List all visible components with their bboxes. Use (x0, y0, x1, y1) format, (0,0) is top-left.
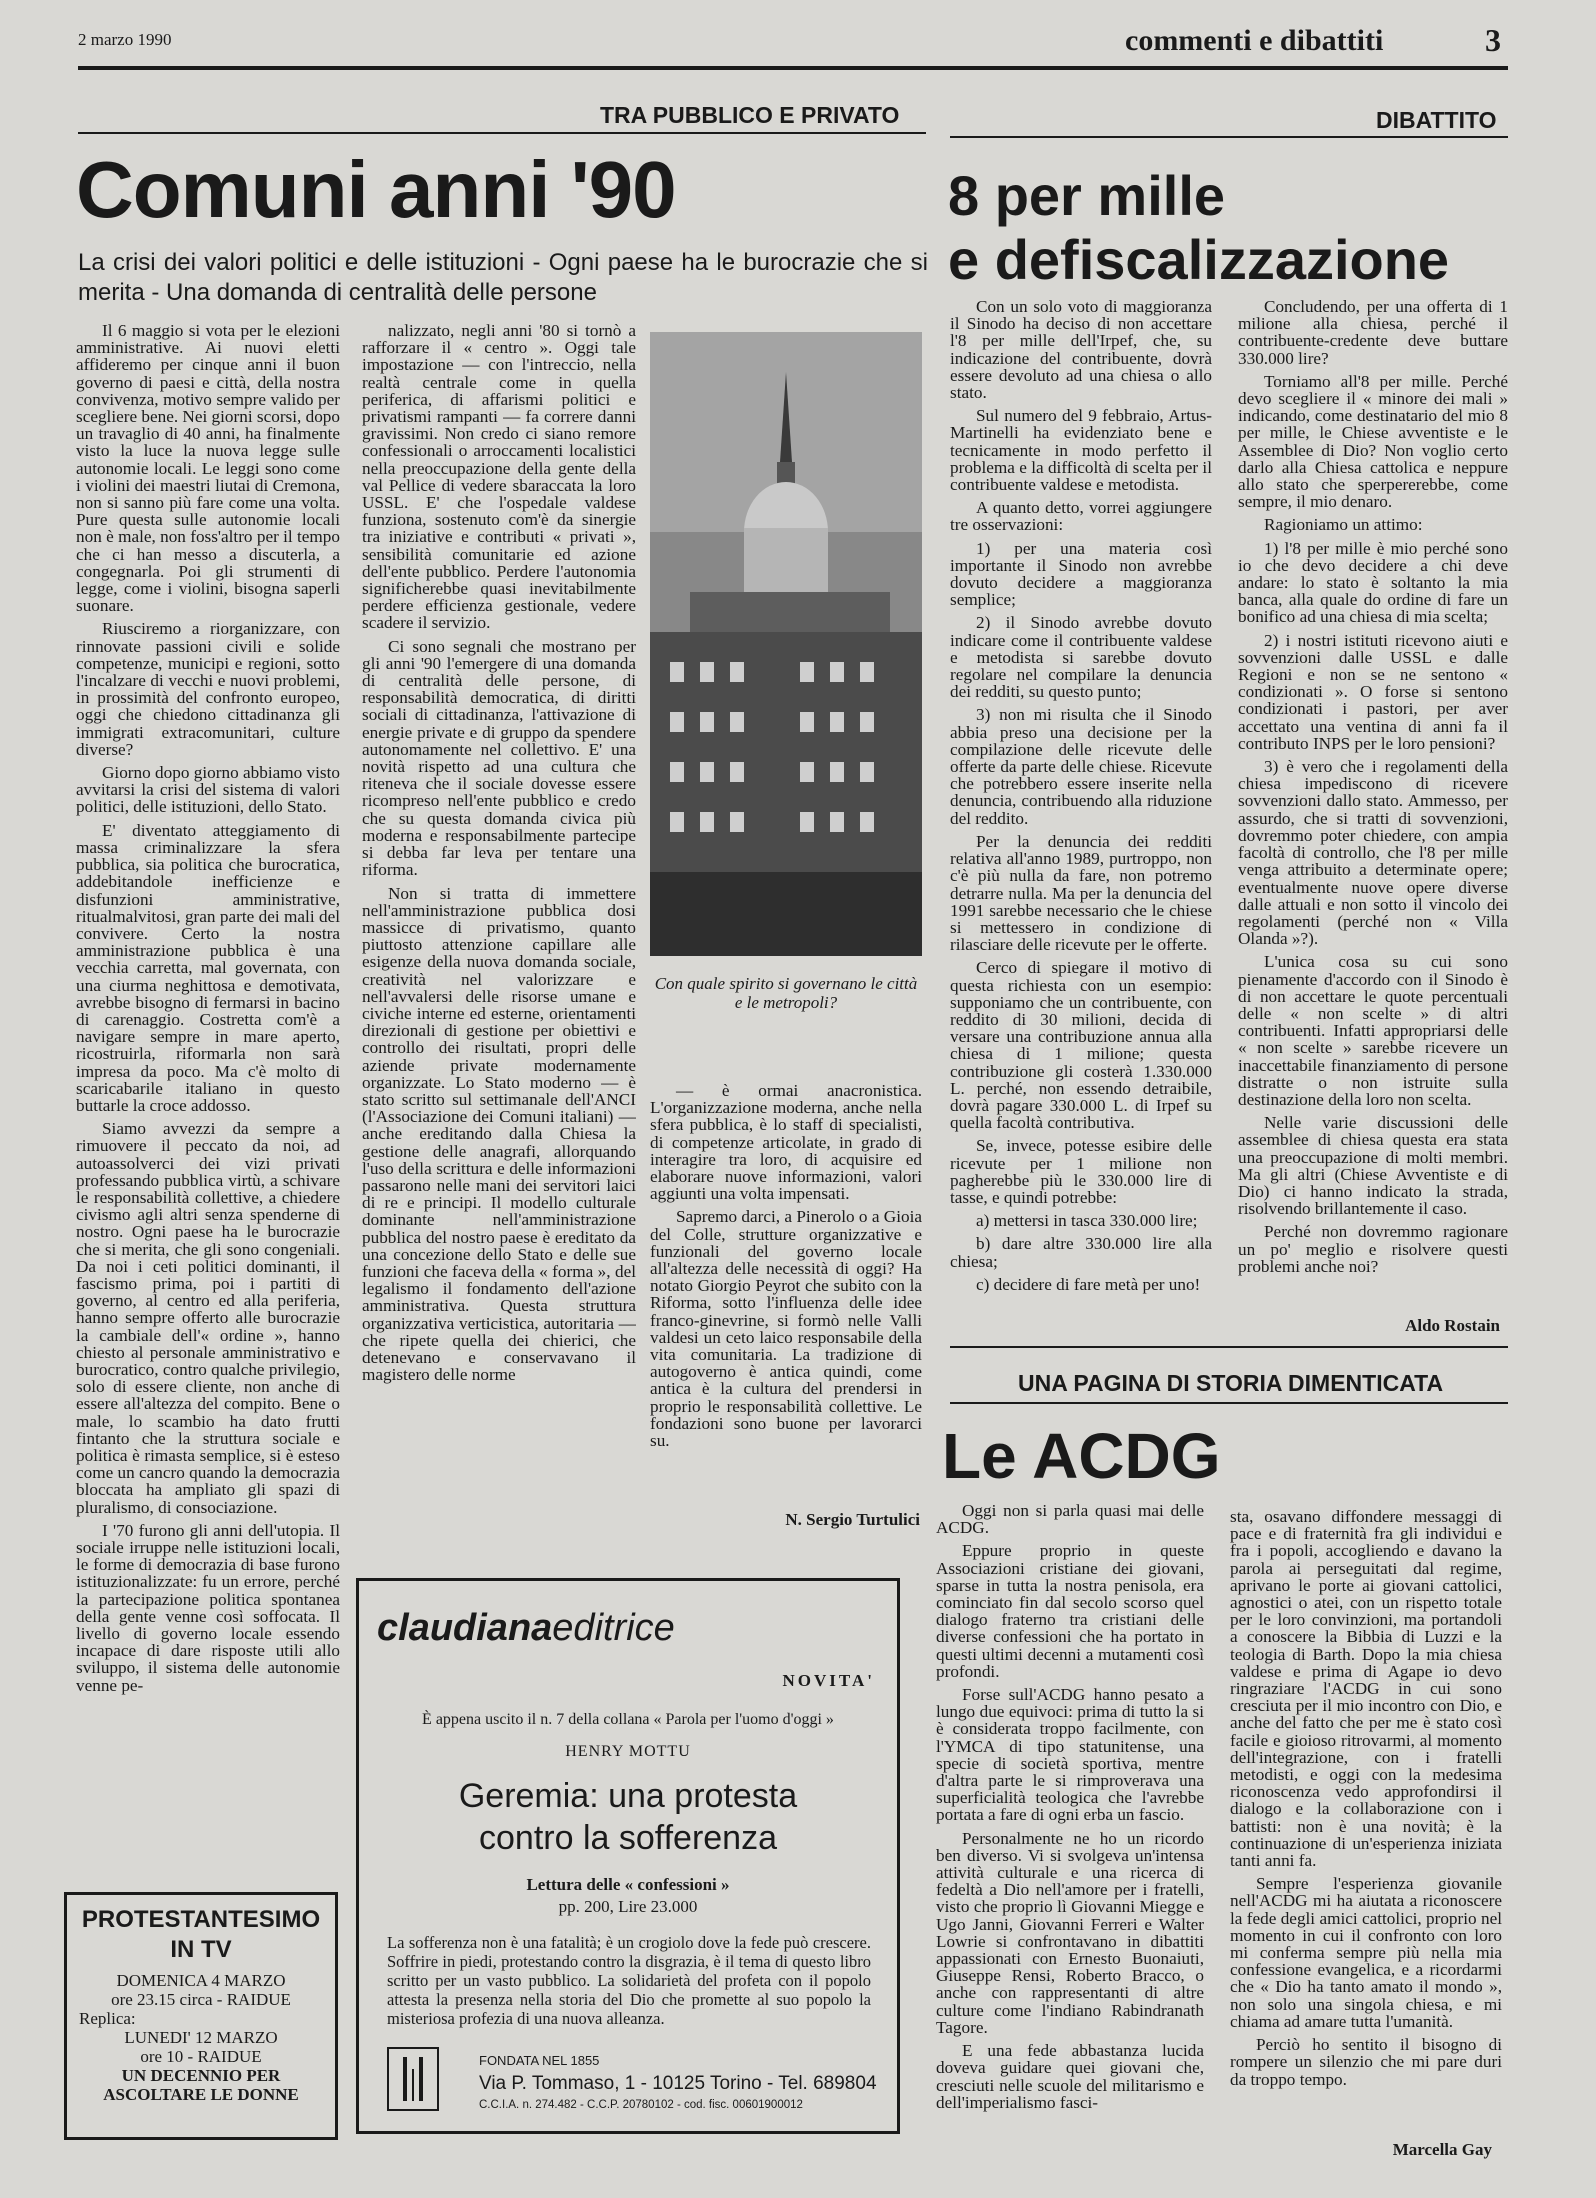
article1-paragraph: nalizzato, negli anni '80 si tornò a rafforzare il « centro ». Oggi tale impostazione — con l'intreccio, nella realtà centrale come in quella periferica, di affarismi politici e privatismi rampanti — fa correre danni gravissimi. Non credo ci siano remore confessionali o arroccamenti localistici nella preoccupazione della gente della val Pellice di vedere sbaraccata la loro USSL. E' che l'ospedale valdese funziona, sostenuto com'è da sinergie tra iniziative e contributi « privati », sensibilità comunitarie ed azione dell'ente pubblico. Perdere l'autonomia significherebbe quasi inevitabilmente perdere efficienza gestionale, vedere scadere il servizio. (362, 322, 636, 633)
tv-box-line: LUNEDI' 12 MARZO (124, 2028, 278, 2047)
tv-box-line: ore 10 - RAIDUE (140, 2047, 262, 2066)
article1-photo-mole-antonelliana (650, 332, 922, 956)
article1-paragraph: Giorno dopo giorno abbiamo visto avvitarsi la crisi del sistema di valori politici, delle istituzioni, dello Stato. (76, 763, 340, 817)
article3-title: Le ACDG (942, 1420, 1221, 1492)
article1-author: N. Sergio Turtulici (785, 1510, 920, 1529)
article2-paragraph: Se, invece, potesse esibire delle ricevute per 1 milione non pagherebbe più le 330.000 lire di tasse, e quindi potrebbe: (950, 1136, 1212, 1207)
article1-paragraph: Il 6 maggio si vota per le elezioni amministrative. Ai nuovi eletti affideremo per cinque anni il buon governo di paesi e città, della nostra convivenza, motivo sempre valido per scegliere bene. Nei giorni scorsi, dopo un travaglio di 40 anni, ha finalmente visto la luce la nuova legge sulle autonomie locali. Le leggi sono come i violini dei maestri liutai di Cremona, non si sanno più fare come una volta. Pure questa sulle autonomie locali non è male, non foss'altro per il tempo che ci han messo a discuterla, a congegnarla. Poi gli strumenti di legge, come i violini, bisogna saperli suonare. (76, 322, 340, 616)
article2-column-2 (1238, 298, 1508, 1318)
ad-address: Via P. Tommaso, 1 - 10125 Torino - Tel. 689804 (479, 2073, 877, 2094)
article2-paragraph: Con un solo voto di maggioranza il Sinodo ha deciso di non accettare l'8 per mille dell'Irpef, che, su indicazione del contribuente, dovrà essere devoluto ad una chiesa o allo stato. (950, 298, 1212, 403)
masthead-date: 2 marzo 1990 (78, 30, 172, 49)
photo-illustration (650, 332, 922, 956)
article2-paragraph: 3) non mi risulta che il Sinodo abbia preso una decisione per la compilazione delle ricevute delle offerte da parte delle chiese. Ricevute che potrebbero essere inserite nella denuncia, contribuendo alla riduzione del reddito. (950, 705, 1212, 828)
claudiana-advertisement (356, 1578, 900, 2134)
masthead-section: commenti e dibattiti (1125, 24, 1384, 57)
article2-paragraph: Concludendo, per una offerta di 1 milione alla chiesa, perché il contribuente-credente deve buttare 330.000 lire? (1238, 298, 1508, 368)
article1-subtitle: La crisi dei valori politici e delle istituzioni - Ogni paese ha le burocrazie che si merita - Una domanda di centralità delle persone (78, 249, 928, 306)
article1-paragraph: Sapremo darci, a Pinerolo o a Gioia del Colle, strutture organizzative e funzionali del governo locale all'altezza delle necessità di oggi? Ha notato Giorgio Peyrot che subito con la Riforma, sotto l'influenza delle idee franco-ginevrine, si formò nelle Valli valdesi un ceto laico responsabile della vita comunitaria. La tradizione di autogoverno è antica quindi, come antica è la cultura del prendersi in proprio le responsabilità collettive. Le fondazioni sono buone per lavorarci su. (650, 1207, 922, 1451)
article2-kicker: DIBATTITO (1376, 107, 1497, 133)
article3-column-2 (1230, 1508, 1502, 2138)
tv-box-line: UN DECENNIO PER (121, 2066, 281, 2085)
tv-box-line: ore 23.15 circa - RAIDUE (111, 1990, 291, 2009)
ad-book-author: HENRY MOTTU (565, 1743, 691, 1760)
article1-column-1 (76, 322, 340, 1852)
ad-brand-suffix: editrice (552, 1607, 675, 1649)
ad-registry: C.C.I.A. n. 274.482 - C.C.P. 20780102 - cod. fisc. 00601900012 (479, 2099, 803, 2111)
article3-paragraph: Oggi non si parla quasi mai delle ACDG. (936, 1502, 1204, 1538)
tv-program-box (64, 1892, 338, 2140)
article2-paragraph: Sul numero del 9 febbraio, Artus-Martinelli ha evidenziato bene e tecnicamente in modo perfetto il problema e la difficoltà di scelta per il contribuente valdese e metodista. (950, 406, 1212, 495)
article3-column-1 (936, 1502, 1204, 2162)
article3-paragraph: Sempre l'esperienza giovanile nell'ACDG mi ha aiutata a riconoscere la fede degli amici cattolici, proprio nel momento in cui il confronto con loro mi conferma sempre più nella mia confessione evangelica, e a ricordarmi che « Dio ha tanto amato il mondo », non solo una singola chiesa, e mi chiama ad amare tutta l'umanità. (1230, 1874, 1502, 2031)
claudiana-logo-icon (387, 2047, 439, 2111)
article3-paragraph: Forse sull'ACDG hanno pesato a lungo due equivoci: prima di tutto la si è considerata troppo facilmente, con l'YMCA di tipo statunitense, una specie di società sportiva, mentre d'altra parte le si rimproverava una superficialità teologica che l'avrebbe portata a fare di ogni erba un fascio. (936, 1685, 1204, 1825)
article1-photo-caption: Con quale spirito si governano le città e le metropoli? (654, 974, 918, 1012)
article3-paragraph: Eppure proprio in queste Associazioni cristiane dei giovani, sparse in tutta la nostra penisola, era cominciato fin dal secolo scorso quel dialogo fraterno tra cristiani delle diverse confessioni che ha portato in questi ultimi decenni a mutamenti così profondi. (936, 1541, 1204, 1681)
ad-book-subtitle: Lettura delle « confessioni » (526, 1875, 730, 1894)
ad-blurb: La sofferenza non è una fatalità; è un crogiolo dove la fede può crescere. Soffrire in piedi, protestando contro la disgrazia, è il tema di questo libro scritto per un vasto pubblico. La solidarietà del profeta con il popolo attesta la presenza nella storia del Dio che promette al suo popolo la misteriosa profezia di una nuova alleanza. (387, 1933, 871, 2028)
article2-paragraph: 3) è vero che i regolamenti della chiesa impediscono di ricevere sovvenzioni dallo stato. Ammesso, per assurdo, che si tratti di sovvenzioni, dovremmo poter chiedere, con ampia facoltà di controllo, che l'8 per mille venga attribuito a determinate opere; eventualmente nuove opere diverse dalle attuali e non sotto il vincolo dei regolamenti (perché non « Villa Olanda »?). (1238, 757, 1508, 949)
article1-kicker-rule (78, 132, 926, 134)
article2-paragraph: Nelle varie discussioni delle assemblee di chiesa questa era stata una preoccupazione di molti membri. Ma gli altri (Chiese Avventiste e di Dio) ci hanno indicato la strada, risolvendo brillantemente il caso. (1238, 1113, 1508, 1219)
article1-paragraph: Ci sono segnali che mostrano per gli anni '90 l'emergere di una domanda di centralità delle persone, di responsabilità democratica, di diritti sociali di cittadinanza, l'attivazione di energie private e di gruppo da spendere autonomamente nel collettivo. E' una novità rispetto ad una cultura che riteneva che il sociale dovesse essere ricompreso nell'ente pubblico e credo che su questa domanda civica più moderna e responsabilmente partecipe si debba far leva per tentare una riforma. (362, 636, 636, 880)
article2-paragraph: Torniamo all'8 per mille. Perché devo scegliere il « minore dei mali » indicando, come destinatario del mio 8 per mille, le Chiese avventiste e le Assemblee di Dio? Non voglio certo darlo alla Chiesa cattolica e neppure allo stato che sperpererebbe, come sempre, il mio denaro. (1238, 371, 1508, 512)
ad-book-title: Geremia: una protesta (458, 1777, 798, 1815)
article2-paragraph: a) mettersi in tasca 330.000 lire; (976, 1211, 1198, 1231)
tv-box-line: ASCOLTARE LE DONNE (103, 2085, 299, 2104)
article1-paragraph: Siamo avvezzi da sempre a rimuovere il peccato da noi, ad autoassolverci dei vizi privati professando pubblica virtù, a schivare le responsabilità collettive, a chiedere civismo agli altri senza spenderne di nostro. Ogni paese ha le burocrazie che si merita, che gli sono congeniali. Da noi i ceti politici dominanti, il fascismo prima, poi i partiti di governo, al centro ed alla periferia, hanno sempre offerto alle burocrazie la cambiale dell'« ordine », hanno chiesto al personale amministrativo e burocratico, contro qualche privilegio, solo di essere cliente, non anche di essere all'altezza del compito. Bene o male, lo scambio ha dato frutti fintanto che la struttura sociale e politica è rimasta semplice, si è esteso come un cancro quando la democrazia bloccata ha ampliato gli spazi di pluralismo, di consociazione. (76, 1119, 340, 1517)
ad-book-title: contro la sofferenza (479, 1819, 777, 1857)
article2-paragraph: 1) l'8 per mille è mio perché sono io che devo decidere a chi deve andare: lo stato è soltanto la mia banca, alla quale do ordine di fare un bonifico ad una chiesa di mia scelta; (1238, 538, 1508, 627)
article1-paragraph: — è ormai anacronistica. L'organizzazione moderna, anche nella sfera pubblica, è lo staff di specialisti, di competenze articolate, in grado di interagire tra loro, di acquisire ed elaborare nuove informazioni, valori aggiunti una volta impensati. (650, 1082, 922, 1204)
article1-column-3 (650, 1082, 922, 1522)
article1-paragraph: Non si tratta di immettere nell'amministrazione pubblica dosi massicce di privatismo, quanto piuttosto attenzione capillare alle esigenze della nuova domanda sociale, creatività nel valorizzare e nell'avvalersi delle risorse umane e civiche interne ed esterne, orientamenti direzionali di gestione per obiettivi e controllo dei risultati, propri delle aziende private modernamente organizzate. Lo Stato moderno — è stato scritto sul settimanale dell'ANCI (l'Associazione dei Comuni italiani) — anche ereditando dalla Chiesa la gestione delle anagrafi, allorquando l'uso della scrittura e delle informazioni passarono nelle mani dei servitori laici di re e principi. Il modello culturale dominante nell'amministrazione pubblica del nostro paese è ereditato da una concezione dello Stato e delle sue funzioni che faceva della « forma », del legalismo il fondamento dell'azione amministrativa. Questa struttura organizzativa verticistica, autoritaria — che ripete quella dei chierici, che detenevano e conservavano il magistero delle norme (362, 883, 636, 1385)
article2-paragraph: Per la denuncia dei redditi relativa all'anno 1989, purtroppo, non c'è più nulla da fare, non potremo detrarre nulla. Ma per la denuncia del 1991 sarebbe necessario che le chiese si mettessero in condizione di rilasciare delle ricevute per le offerte. (950, 831, 1212, 955)
article2-title: e defiscalizzazione (948, 228, 1450, 291)
article3-paragraph: sta, osavano diffondere messaggi di pace e di fraternità fra gli individui e fra i popoli, accogliendo e davano la parola ai perseguitati dal regime, aprivano le porte ai giovani cattolici, agnostici o atei, con un rispetto totale per le loro convinzioni, ma portandoli a conoscere la Bibbia di Luzzi e la teologia di Barth. Dopo la mia chiesa valdese e prima di Agape io devo ringraziare l'ACDG in cui sono cresciuta per il mio incontro con Dio, e anche del fatto che per me è stato così facile e gioioso ritrovarmi, al momento dell'integrazione, con i fratelli metodisti, e oggi con la medesima riconoscenza vedo approfondirsi il dialogo e la collaborazione con i battisti: non è una novità; è la continuazione di un'esperienza iniziata tanti anni fa. (1230, 1508, 1502, 1871)
ad-book-details: pp. 200, Lire 23.000 (558, 1897, 698, 1916)
article1-kicker: TRA PUBBLICO E PRIVATO (600, 102, 900, 128)
ad-founded: FONDATA NEL 1855 (479, 2053, 600, 2068)
article2-paragraph: 2) il Sinodo avrebbe dovuto indicare come il contribuente valdese e metodista si sarebbe dovuto regolare nel compilare la denuncia dei redditi, su questo punto; (950, 613, 1212, 702)
article2-paragraph: A quanto detto, vorrei aggiungere tre osservazioni: (950, 498, 1212, 535)
article2-bottom-rule (950, 1346, 1508, 1348)
article1-paragraph: Riusciremo a riorganizzare, con rinnovate passioni civili e solide competenze, municipi e regioni, sotto l'incalzare di vecchi e nuovi problemi, in prossimità del confronto europeo, oggi che chiedono cittadinanza gli immigrati extracomunitari, culture diverse? (76, 619, 340, 759)
article2-paragraph: b) dare altre 330.000 lire alla chiesa; (950, 1234, 1212, 1271)
tv-box-replica: Replica: (79, 2009, 136, 2028)
article3-paragraph: Personalmente ne ho un ricordo ben diverso. Vi si svolgeva un'intensa attività culturale e una ricerca di fedeltà a Dio nell'amore per i fratelli, visto che proprio lì Giovanni Miegge e Ugo Janni, Giovanni Ferreri e Walter Lowrie si confrontavano in dibattiti appassionati con Ernesto Buonaiuti, Giuseppe Rensi, Roberto Bracco, o anche con rappresentanti di altre culture come l'indiano Rabindranath Tagore. (936, 1828, 1204, 2037)
ad-novita: NOVITA' (782, 1671, 875, 1690)
article2-kicker-rule (950, 136, 1508, 138)
article2-paragraph: c) decidere di fare metà per uno! (976, 1274, 1201, 1294)
article1-paragraph: E' diventato atteggiamento di massa criminalizzare la sfera pubblica, sia politica che burocratica, addebitandole inefficienze e disfunzioni amministrative, ritualmalvitosi, gran parte dei mali del convivere. Certo la nostra amministrazione pubblica è una vecchia carretta, mal governata, con una ciurma neghittosa e demotivata, avrebbe bisogno di fermarsi in bacino di carenaggio. Costretta com'è a navigare sempre in mare aperto, ricostruirla, riformarla non sarà impresa da poco. Ma c'è molto di scaricabarile italiano in questo buttarle la croce addosso. (76, 820, 340, 1115)
article2-paragraph: Ragioniamo un attimo: (1264, 515, 1423, 535)
article2-paragraph: Perché non dovremmo ragionare un po' meglio e risolvere questi problemi anche noi? (1238, 1222, 1508, 1276)
tv-box-title: PROTESTANTESIMO IN TV (81, 1906, 321, 1963)
article2-title: 8 per mille (948, 164, 1226, 227)
article2-column-1 (950, 298, 1212, 1340)
article3-paragraph: E una fede abbastanza lucida doveva guidare quei giovani che, cresciuti nelle scuole del militarismo e dell'imperialismo fasci- (936, 2041, 1204, 2112)
tv-box-line: DOMENICA 4 MARZO (116, 1971, 286, 1990)
article1-column-2 (362, 322, 636, 1502)
article2-paragraph: Cerco di spiegare il motivo di questa richiesta con un esempio: supponiamo che un contribuente, con reddito di 30 milioni, decida di versare una contribuzione annua alla chiesa di 1 milione; questa contribuzione gli costerà 1.330.000 L. perché, non essendo detraibile, dovrà pagare 330.000 L. di Irpef su quella facoltà contributiva. (950, 958, 1212, 1133)
article3-kicker-rule (950, 1402, 1508, 1404)
article2-paragraph: 1) per una materia così importante il Sinodo non avrebbe dovuto decidere a maggioranza semplice; (950, 538, 1212, 610)
article2-paragraph: 2) i nostri istituti ricevono aiuti e sovvenzioni dalle USSL e dalle Regioni e non se ne sentono « condizionati ». O forse si sentono condizionati i pastori, per aver accettato una ventina di anni fa il contributo INPS per le loro pensioni? (1238, 630, 1508, 753)
article2-author: Aldo Rostain (1405, 1316, 1500, 1335)
masthead-page-number: 3 (1485, 22, 1501, 58)
article1-paragraph: I '70 furono gli anni dell'utopia. Il sociale irruppe nelle istituzioni locali, le forme di democrazia di base furono istituzionalizzate: fu un errore, perché la partecipazione politica spontanea della gente venne così soffocata. Il livello di governo locale essendo incapace di dare risposte utili allo sviluppo, il sistema delle autonomie venne pe- (76, 1520, 340, 1695)
article2-paragraph: L'unica cosa su cui sono pienamente d'accordo con il Sinodo è di non accettare le quote percentuali delle « non scelte » di altri contribuenti. Infatti appropriarsi delle « non scelte » sarebbe ricevere un inaccettabile finanziamento di persone distratte o non istruite sulla destinazione della loro non scelta. (1238, 952, 1508, 1109)
article3-kicker: UNA PAGINA DI STORIA DIMENTICATA (1018, 1370, 1444, 1396)
article1-title: Comuni anni '90 (76, 145, 676, 234)
article3-paragraph: Perciò ho sentito il bisogno di rompere un silenzio che mi pare duri da troppo tempo. (1230, 2035, 1502, 2089)
ad-intro: È appena uscito il n. 7 della collana « Parola per l'uomo d'oggi » (422, 1711, 834, 1728)
masthead-rule (78, 66, 1508, 70)
ad-brand: claudiana (377, 1607, 553, 1649)
article3-author: Marcella Gay (1392, 2140, 1492, 2159)
